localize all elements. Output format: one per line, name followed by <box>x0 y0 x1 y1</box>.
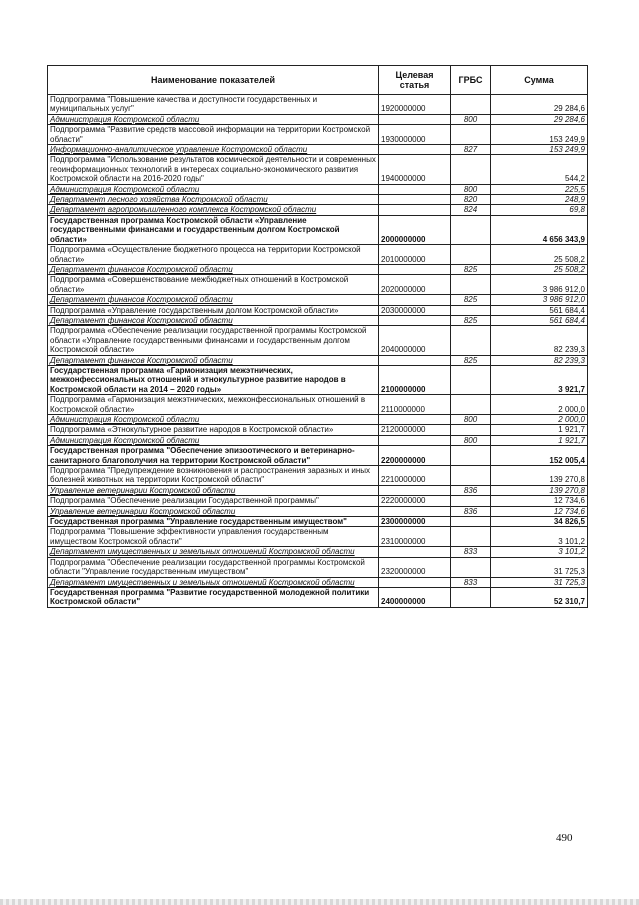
cell-grbs <box>451 425 491 435</box>
cell-sum: 139 270,8 <box>491 466 588 486</box>
cell-sum: 82 239,3 <box>491 355 588 365</box>
header-name: Наименование показателей <box>48 66 379 95</box>
cell-code: 2000000000 <box>379 215 451 244</box>
cell-grbs: 800 <box>451 435 491 445</box>
header-grbs: ГРБС <box>451 66 491 95</box>
cell-grbs: 800 <box>451 415 491 425</box>
cell-sum: 152 005,4 <box>491 446 588 466</box>
cell-grbs <box>451 395 491 415</box>
cell-sum: 82 239,3 <box>491 326 588 355</box>
cell-name: Администрация Костромской области <box>48 114 379 124</box>
cell-name: Подпрограмма "Обеспечение реализации государственной программы Костромской области "Управление государственным имуществом" <box>48 557 379 577</box>
cell-grbs <box>451 95 491 115</box>
table-row <box>48 125 588 145</box>
cell-name: Подпрограмма «Гармонизация межэтнических, межконфессиональных отношений в Костромской области» <box>48 395 379 415</box>
cell-sum: 1 921,7 <box>491 435 588 445</box>
cell-sum: 4 656 343,9 <box>491 215 588 244</box>
cell-grbs: 825 <box>451 264 491 274</box>
cell-code <box>379 315 451 325</box>
table-row <box>48 264 588 274</box>
cell-name: Департамент финансов Костромской области <box>48 315 379 325</box>
cell-grbs <box>451 245 491 265</box>
table-row <box>48 446 588 466</box>
cell-grbs <box>451 496 491 506</box>
cell-name: Государственная программа "Развитие государственной молодежной политики Костромской области" <box>48 587 379 607</box>
table-row <box>48 195 588 205</box>
cell-grbs <box>451 517 491 527</box>
table-row <box>48 184 588 194</box>
cell-sum: 31 725,3 <box>491 557 588 577</box>
cell-sum: 3 986 912,0 <box>491 295 588 305</box>
table-row <box>48 547 588 557</box>
cell-grbs: 825 <box>451 295 491 305</box>
cell-name: Департамент финансов Костромской области <box>48 295 379 305</box>
cell-grbs: 800 <box>451 184 491 194</box>
cell-code: 2100000000 <box>379 365 451 394</box>
cell-name: Государственная программа Костромской области «Управление государственными финансами и государственным долгом Костромской области» <box>48 215 379 244</box>
table-row <box>48 577 588 587</box>
cell-sum: 153 249,9 <box>491 125 588 145</box>
cell-code: 2300000000 <box>379 517 451 527</box>
table-row <box>48 466 588 486</box>
cell-sum: 52 310,7 <box>491 587 588 607</box>
cell-name: Подпрограмма "Обеспечение реализации Государственной программы" <box>48 496 379 506</box>
table-row <box>48 415 588 425</box>
page-number: 490 <box>556 832 573 844</box>
cell-name: Подпрограмма «Управление государственным долгом Костромской области» <box>48 305 379 315</box>
cell-code: 2400000000 <box>379 587 451 607</box>
cell-name: Подпрограмма "Повышение качества и доступности государственных и муниципальных услуг" <box>48 95 379 115</box>
cell-code: 2110000000 <box>379 395 451 415</box>
cell-code: 2320000000 <box>379 557 451 577</box>
cell-sum: 3 986 912,0 <box>491 275 588 295</box>
cell-name: Подпрограмма «Осуществление бюджетного процесса на территории Костромской области» <box>48 245 379 265</box>
cell-code <box>379 295 451 305</box>
cell-sum: 2 000,0 <box>491 415 588 425</box>
table-row <box>48 365 588 394</box>
cell-sum: 12 734,6 <box>491 496 588 506</box>
cell-code <box>379 435 451 445</box>
cell-grbs <box>451 446 491 466</box>
table-row <box>48 305 588 315</box>
table-row <box>48 496 588 506</box>
cell-name: Управление ветеринарии Костромской области <box>48 506 379 516</box>
cell-sum: 153 249,9 <box>491 145 588 155</box>
cell-name: Подпрограмма "Развитие средств массовой информации на территории Костромской области" <box>48 125 379 145</box>
cell-sum: 69,8 <box>491 205 588 215</box>
cell-name: Департамент финансов Костромской области <box>48 264 379 274</box>
cell-code: 2030000000 <box>379 305 451 315</box>
cell-sum: 12 734,6 <box>491 506 588 516</box>
cell-name: Подпрограмма "Использование результатов космической деятельности и современных геоинформационных технологий в интересах социально-экономического развития Костромской области на 2016-2020 годы" <box>48 155 379 184</box>
cell-name: Подпрограмма «Совершенствование межбюджетных отношений в Костромской области» <box>48 275 379 295</box>
cell-sum: 2 000,0 <box>491 395 588 415</box>
table-row <box>48 355 588 365</box>
cell-code <box>379 506 451 516</box>
cell-name: Подпрограмма «Этнокультурное развитие народов в Костромской области» <box>48 425 379 435</box>
cell-name: Департамент финансов Костромской области <box>48 355 379 365</box>
cell-code <box>379 264 451 274</box>
table-row <box>48 557 588 577</box>
cell-grbs <box>451 557 491 577</box>
cell-name: Департамент имущественных и земельных отношений Костромской области <box>48 577 379 587</box>
table-row <box>48 527 588 547</box>
cell-sum: 25 508,2 <box>491 245 588 265</box>
table-row <box>48 245 588 265</box>
table-row <box>48 326 588 355</box>
table-row <box>48 205 588 215</box>
table-row <box>48 506 588 516</box>
cell-grbs: 827 <box>451 145 491 155</box>
cell-code <box>379 184 451 194</box>
table-row <box>48 145 588 155</box>
cell-sum: 225,5 <box>491 184 588 194</box>
table-row <box>48 215 588 244</box>
header-code: Целевая статья <box>379 66 451 95</box>
table-row <box>48 114 588 124</box>
cell-code: 2040000000 <box>379 326 451 355</box>
cell-sum: 29 284,6 <box>491 95 588 115</box>
table-header-row <box>48 66 588 95</box>
table-row <box>48 155 588 184</box>
table-row <box>48 295 588 305</box>
table-row <box>48 315 588 325</box>
cell-sum: 3 101,2 <box>491 527 588 547</box>
table-row <box>48 587 588 607</box>
cell-grbs: 833 <box>451 547 491 557</box>
cell-code <box>379 415 451 425</box>
cell-code <box>379 355 451 365</box>
cell-code: 1930000000 <box>379 125 451 145</box>
cell-grbs: 833 <box>451 577 491 587</box>
table-row <box>48 95 588 115</box>
cell-code: 2200000000 <box>379 446 451 466</box>
cell-grbs <box>451 275 491 295</box>
cell-name: Администрация Костромской области <box>48 415 379 425</box>
cell-code: 2210000000 <box>379 466 451 486</box>
cell-name: Департамент имущественных и земельных отношений Костромской области <box>48 547 379 557</box>
cell-sum: 248,9 <box>491 195 588 205</box>
cell-name: Администрация Костромской области <box>48 435 379 445</box>
table-row <box>48 485 588 495</box>
cell-name: Управление ветеринарии Костромской области <box>48 485 379 495</box>
cell-code: 1920000000 <box>379 95 451 115</box>
cell-name: Администрация Костромской области <box>48 184 379 194</box>
cell-sum: 31 725,3 <box>491 577 588 587</box>
table-row <box>48 395 588 415</box>
cell-grbs <box>451 527 491 547</box>
cell-grbs <box>451 125 491 145</box>
cell-name: Государственная программа «Гармонизация межэтнических, межконфессиональных отношений и этнокультурное развитие народов в Костромской области на 2014 – 2020 годы» <box>48 365 379 394</box>
cell-name: Подпрограмма "Повышение эффективности управления государственным имуществом Костромской области" <box>48 527 379 547</box>
cell-code: 2120000000 <box>379 425 451 435</box>
budget-table <box>47 65 588 608</box>
cell-code <box>379 195 451 205</box>
cell-name: Государственная программа "Обеспечение эпизоотического и ветеринарно-санитарного благополучия на территории Костромской области" <box>48 446 379 466</box>
cell-grbs: 825 <box>451 355 491 365</box>
cell-grbs <box>451 305 491 315</box>
cell-code <box>379 114 451 124</box>
cell-name: Информационно-аналитическое управление Костромской области <box>48 145 379 155</box>
cell-grbs <box>451 215 491 244</box>
cell-sum: 3 921,7 <box>491 365 588 394</box>
cell-sum: 25 508,2 <box>491 264 588 274</box>
table-row <box>48 517 588 527</box>
cell-code <box>379 485 451 495</box>
cell-grbs: 836 <box>451 485 491 495</box>
cell-code <box>379 547 451 557</box>
cell-name: Подпрограмма «Обеспечение реализации государственной программы Костромской области «Управление государственными финансами и государственным долгом Костромской области» <box>48 326 379 355</box>
cell-sum: 544,2 <box>491 155 588 184</box>
cell-name: Государственная программа "Управление государственным имуществом" <box>48 517 379 527</box>
table-body <box>48 95 588 608</box>
cell-sum: 1 921,7 <box>491 425 588 435</box>
cell-sum: 139 270,8 <box>491 485 588 495</box>
cell-grbs: 824 <box>451 205 491 215</box>
header-sum: Сумма <box>491 66 588 95</box>
cell-code: 2220000000 <box>379 496 451 506</box>
table-row <box>48 435 588 445</box>
cell-sum: 3 101,2 <box>491 547 588 557</box>
cell-code: 2310000000 <box>379 527 451 547</box>
cell-sum: 29 284,6 <box>491 114 588 124</box>
cell-sum: 561 684,4 <box>491 305 588 315</box>
cell-grbs <box>451 155 491 184</box>
table-row <box>48 275 588 295</box>
cell-code: 2020000000 <box>379 275 451 295</box>
cell-sum: 34 826,5 <box>491 517 588 527</box>
cell-code <box>379 577 451 587</box>
cell-code: 1940000000 <box>379 155 451 184</box>
scan-edge-decoration <box>0 899 639 905</box>
cell-name: Подпрограмма "Предупреждение возникновения и распространения заразных и иных болезней животных на территории Костромской области" <box>48 466 379 486</box>
cell-grbs <box>451 326 491 355</box>
table-row <box>48 425 588 435</box>
cell-grbs: 836 <box>451 506 491 516</box>
cell-code <box>379 145 451 155</box>
cell-grbs <box>451 365 491 394</box>
cell-grbs <box>451 587 491 607</box>
cell-grbs: 825 <box>451 315 491 325</box>
cell-code: 2010000000 <box>379 245 451 265</box>
cell-name: Департамент агропромышленного комплекса Костромской области <box>48 205 379 215</box>
cell-name: Департамент лесного хозяйства Костромской области <box>48 195 379 205</box>
cell-grbs: 820 <box>451 195 491 205</box>
cell-sum: 561 684,4 <box>491 315 588 325</box>
cell-code <box>379 205 451 215</box>
cell-grbs <box>451 466 491 486</box>
cell-grbs: 800 <box>451 114 491 124</box>
